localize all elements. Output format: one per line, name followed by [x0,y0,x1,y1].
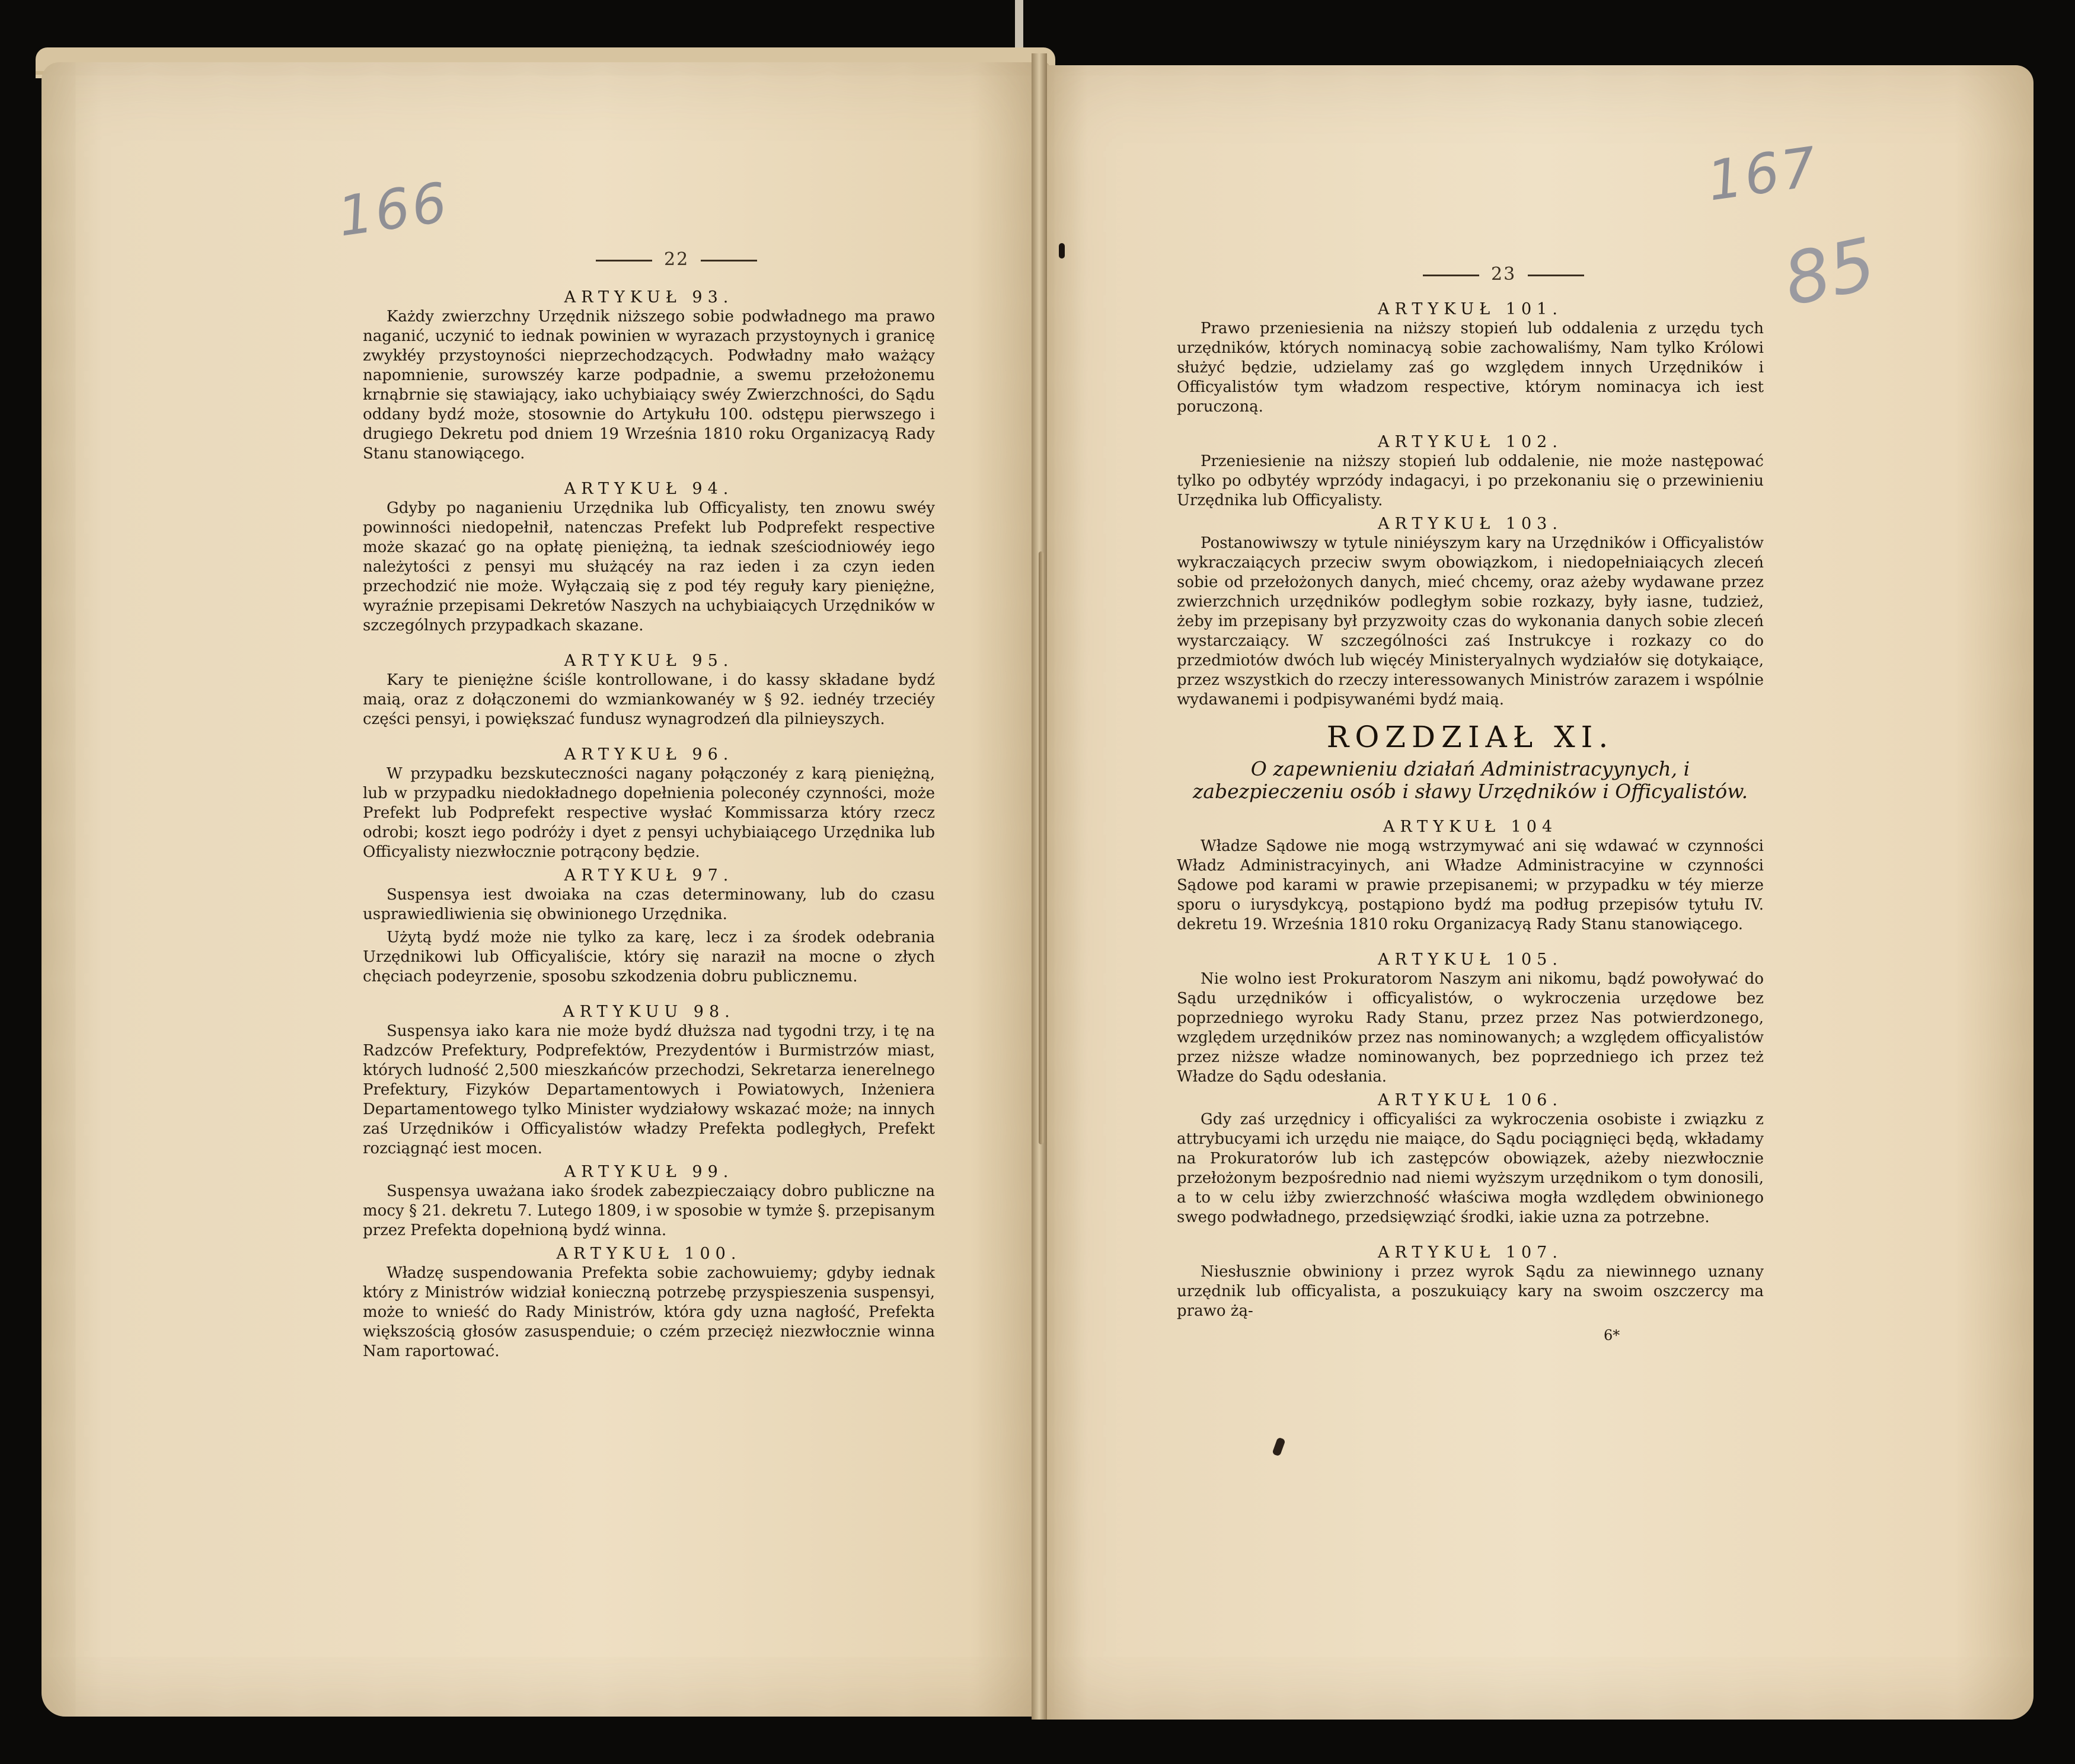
article-heading: ARTYKUŁ 101. [1378,300,1563,318]
article-heading: ARTYKUŁ 96. [564,745,734,764]
article-body: Suspensya uważana iako środek zabezpieczaiący dobro publiczne na mocy § 21. dekretu 7. Lutego 1809, i w sposobie w tymże §. przepisanym przez Prefekta dopełnioną bydź winna. [363,1182,935,1239]
article-heading: ARTYKUŁ 94. [564,480,734,498]
article-body: Gdyby po naganieniu Urzędnika lub Officyalisty, ten znowu swéy powinności niedopełnił, natenczas Prefekt lub Podprefekt respective może skazać go na opłatę pieniężną, ta iednak sześciodniowéy iego należytości z pensyi mu służącéy na raz ieden i za czyn ieden przechodzić nie może. Wyłączaią się z pod téy reguły kary pieniężne, wyraźnie przepisami Dekretów Naszych na uchybiaiących Urzędników w szczególnych przypadkach skazane. [363,499,935,634]
article-heading: ARTYKUŁ 103. [1378,515,1563,533]
signature-mark: 6* [1604,1327,1620,1344]
article-body-continued: Użytą bydź może nie tylko za karę, lecz i za środek odebrania Urzędnikowi lub Officyaliście, który się naraził na mocne o złych chęciach podeyrzenie, sposobu szkodzenia dobru publicznemu. [363,929,935,985]
chapter-subtitle: O zapewnieniu działań Administracyynych, i zabezpieczeniu osób i sławy Urzędników i Officyalistów. [1192,757,1748,803]
article-body: Niesłusznie obwiniony i przez wyrok Sądu za niewinnego uznany urzędnik lub officyalista, a poszukuiący kary na swoim oszczercy ma prawo żą- [1177,1263,1764,1320]
folio-left [584,249,769,270]
article-body: Władze Sądowe nie mogą wstrzymywać ani się wdawać w czynności Władz Administracyinych, ani Władze Administracyine w czynności Sądowe pod karami w prawie przepisanemi; w przypadku w téy mierze sporu o iurysdykcyą, postąpiono bydź ma podług przepisów tytułu IV. dekretu 19. Września 1810 roku Organizacyą Rady Stanu stanowiącego. [1177,837,1764,933]
article-body: Suspensya iako kara nie może bydź dłuższa nad tygodni trzy, i tę na Radzców Prefektury, Podprefektów, Prezydentów i Burmistrzów miast, których ludność 2,500 mieszkańców przechodzi, Sekretarza ienerelnego Prefektury, Fizyków Departamentowych i Powiatowych, Inżeniera Departamentowego tylko Minister wydziałowy wskazać może; na innych zaś Urzędników i Officyalistów władzy Prefekta podległych, Prefekt rozciągnąć iest mocen. [363,1022,935,1157]
folio-right [1411,264,1596,285]
article-heading: ARTYKUŁ 104 [1383,818,1558,836]
article-body: Suspensya iest dwoiaka na czas determinowany, lub do czasu usprawiedliwienia się obwinionego Urzędnika. [363,886,935,923]
handwritten-page-number-left: 166 [334,170,454,249]
article-body: Władzę suspendowania Prefekta sobie zachowuiemy; gdyby iednak który z Ministrów widział konieczną potrzebę przyspieszenia suspensyi, może to wnieść do Rady Ministrów, która gdy uzna nagłość, Prefekta większością głosów zasuspenduie; o czém przecięż niezwłocznie winna Nam raportować. [363,1264,935,1360]
gutter-crease [1039,551,1043,1144]
ink-dot [1059,243,1065,259]
article-heading: ARTYKUŁ 105. [1378,950,1563,969]
left-page-text [363,288,935,1377]
article-body: Prawo przeniesienia na niższy stopień lub oddalenia z urzędu tych urzędników, których nominacyą sobie zachowaliśmy, Nam tylko Królowi służyć będzie, udzielamy zaś go względem innych Urzędników i Officyalistów tym władzom respective, którym nominacya ich iest poruczoną. [1177,320,1764,416]
article-body: Przeniesienie na niższy stopień lub oddalenie, nie może następować tylko po odbytéy wprzódy indagacyi, i po przekonaniu się o przewinieniu Urzędnika lub Officyalisty. [1177,452,1764,509]
right-page-text [1177,299,1764,1325]
handwritten-mark: 85 [1777,222,1883,323]
article-heading: ARTYKUŁ 99. [564,1163,734,1181]
article-heading: ARTYKUŁ 107. [1378,1243,1563,1262]
article-heading: ARTYKUŁ 95. [564,652,734,670]
folio-number: 23 [1491,264,1517,285]
chapter-title: ROZDZIAŁ XI. [1326,720,1614,754]
article-body: Postanowiwszy w tytule niniéyszym kary na Urzędników i Officyalistów wykraczaiących przeciw swym obowiązkom, i niedopełniaiących zleceń sobie od przełożonych danych, mieć chcemy, oraz ażeby wydawane przez zwierzchnich urzędników podległym sobie rozkazy, były iasne, tudzież, żeby im przepisany był przyzwoity czas do wykonania danych sobie zleceń wystarczaiący. W szczególności zaś Instrukcye i rozkazy co do przedmiotów dwóch lub więcéy Ministeryalnych wydziałów się dotykaiące, przez wszystkich do rzeczy interessowanych Ministrów zarazem i wspólnie wydawanemi i podpisywanémi bydź maią. [1177,534,1764,709]
article-heading: ARTYKUŁ 93. [564,288,734,307]
article-heading: ARTYKUŁ 97. [564,866,734,885]
article-body: W przypadku bezskuteczności nagany połączonéy z karą pieniężną, lub w przypadku niedokładnego dopełnienia poleconéy czynności, może Prefekt lub Podprefekt respective wysłać Kommissarza który rzecz odrobi; koszt iego podróży i dyet z pensyi uchybiaiącego Urzędnika lub Officyalisty niezwłocznie potrącony będzie. [363,765,935,861]
handwritten-page-number-right: 167 [1703,135,1823,213]
article-heading: ARTYKUŁ 100. [556,1245,742,1263]
article-heading: ARTYKUŁ 102. [1378,433,1563,451]
article-body: Gdy zaś urzędnicy i officyaliści za wykroczenia osobiste i związku z attrybucyami ich urzędu nie maiące, do Sądu pociągnięci będą, wkładamy na Prokuratorów lub ich zastępców obowiązek, ażeby niezwłocznie przełożonym bezpośrednio nad niemi wyższym urzędnikom o tym donosili, a to w celu iżby zwierzchność właściwa mogła wzdlędem obwinionego swego podwładnego, przedsięwziąć środki, iakie uzna za potrzebne. [1177,1111,1764,1226]
article-body: Nie wolno iest Prokuratorom Naszym ani nikomu, bądź powoływać do Sądu urzędników i officyalistów, o wykroczenia urzędowe bez poprzedniego wyroku Rady Stanu, przez przez Nas potwierdzonego, względem urzędników przez nas nominowanych; a względem officyalistów przez niższe władze nominowanych, bez poprzedniego ich przez też Władze do Sądu odesłania. [1177,970,1764,1086]
article-heading: ARTYKUŁ 106. [1378,1091,1563,1109]
article-body: Kary te pieniężne ściśle kontrollowane, i do kassy składane bydź maią, oraz z dołączonemi do wzmiankowanéy w § 92. iednéy trzeciéy części pensyi, i powiększać fundusz wynagrodzeń dla pilnieyszych. [363,671,935,728]
article-body: Każdy zwierzchny Urzędnik niższego sobie podwładnego ma prawo naganić, uczynić to iednak powinien w wyrazach przystoynych i granicę zwykłéy przystoyności nieprzechodzących. Podwładny mało ważący napomnienie, surowszéy karze podpadnie, a swemu przełożonemu krnąbrnie się stawiający, iako uchybiaiący swéy Zwierzchności, do Sądu oddany bydź może, stosownie do Artykułu 100. odstępu pierwszego i drugiego Dekretu pod dniem 19 Września 1810 roku Organizacyą Rady Stanu stanowiącego. [363,308,935,462]
folio-number: 22 [664,249,689,270]
article-heading: ARTYKUU 98. [563,1003,735,1021]
